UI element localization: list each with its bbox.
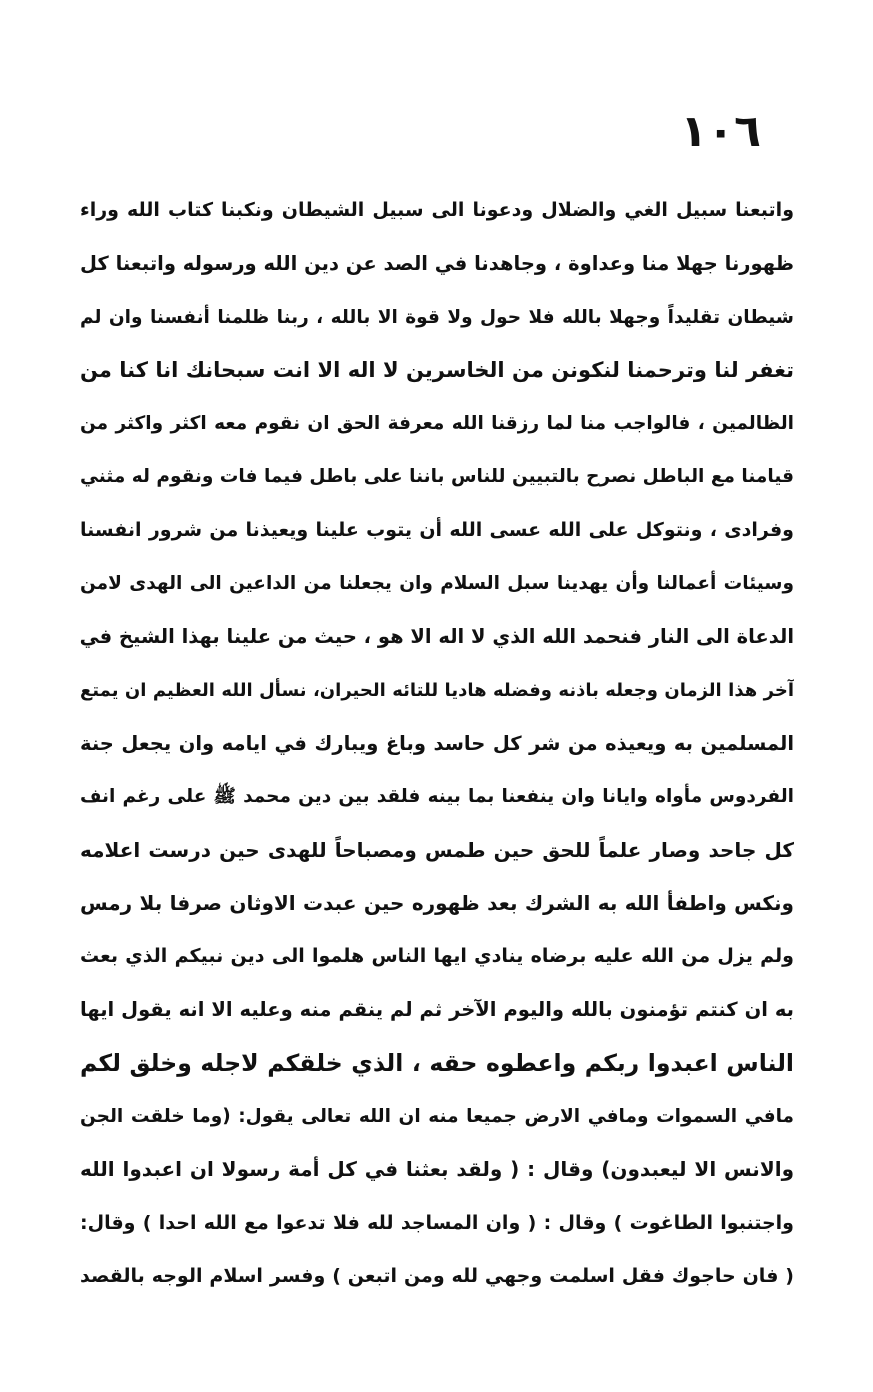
text-line: ونكس واطفأ الله به الشرك بعد ظهوره حين عبدت الاوثان صرفا بلا رمس [80,890,794,915]
text-line: والانس الا ليعبدون) وقال : ( ولقد بعثنا في كل أمة رسولا ان اعبدوا الله [80,1157,794,1182]
text-line: المسلمين به ويعيذه من شر كل حاسد وباغ ويبارك في ايامه وان يجعل جنة [80,731,794,755]
text-line: الظالمين ، فالواجب منا لما رزقنا الله معرفة الحق ان نقوم معه اكثر واكثر من [80,413,794,435]
text-line: واجتنبوا الطاغوت ) وقال : ( وان المساجد لله فلا تدعوا مع الله احدا ) وقال: [80,1211,794,1234]
text-line: شيطان تقليداً وجهلا بالله فلا حول ولا قوة الا بالله ، ربنا ظلمنا أنفسنا وان لم [80,306,794,328]
text-line: كل جاحد وصار علماً للحق حين طمس ومصباحاً للهدى حين درست اعلامه [80,837,794,862]
text-line: ظهورنا جهلا منا وعداوة ، وجاهدنا في الصد عن دين الله ورسوله واتبعنا كل [80,252,794,276]
text-line: تغفر لنا وترحمنا لنكونن من الخاسرين لا اله الا انت سبحانك انا كنا من [80,357,794,382]
text-line: آخر هذا الزمان وجعله باذنه وفضله هاديا للتائه الحيران، نسأل الله العظيم ان يمتع [80,679,794,701]
text-line: وسيئات أعمالنا وأن يهدينا سبل السلام وان يجعلنا من الداعين الى الهدى لامن [80,573,794,595]
page-number: ١٠٦ [680,106,761,157]
text-line: قيامنا مع الباطل نصرح بالتبيين للناس باننا على باطل فيما فات ونقوم له مثني [80,466,794,488]
text-line: وفرادى ، ونتوكل على الله عسى الله أن يتوب علينا ويعيذنا من شرور انفسنا [80,518,794,541]
text-line: الفردوس مأواه وايانا وان ينفعنا بما بينه فلقد بين دين محمد ﷺ على رغم انف [80,786,794,808]
text-line: ولم يزل من الله عليه برضاه ينادي ايها الناس هلموا الى دين نبيكم الذي بعث [80,945,794,968]
text-line: الناس اعبدوا ربكم واعطوه حقه ، الذي خلقكم لاجله وخلق لكم [80,1048,794,1077]
text-line: به ان كنتم تؤمنون بالله واليوم الآخر ثم لم ينقم منه وعليه الا انه يقول ايها [80,998,794,1022]
text-line: واتبعنا سبيل الغي والضلال ودعونا الى سبيل الشيطان ونكبنا كتاب الله وراء [80,199,794,221]
text-line: ( فان حاجوك فقل اسلمت وجهي لله ومن اتبعن ) وفسر اسلام الوجه بالقصد [80,1264,794,1287]
text-line: الدعاة الى النار فنحمد الله الذي لا اله الا هو ، حيث من علينا بهذا الشيخ في [80,625,794,649]
text-line: مافي السموات ومافي الارض جميعا منه ان الله تعالى يقول: (وما خلقت الجن [80,1106,794,1128]
body-text [80,184,794,1303]
